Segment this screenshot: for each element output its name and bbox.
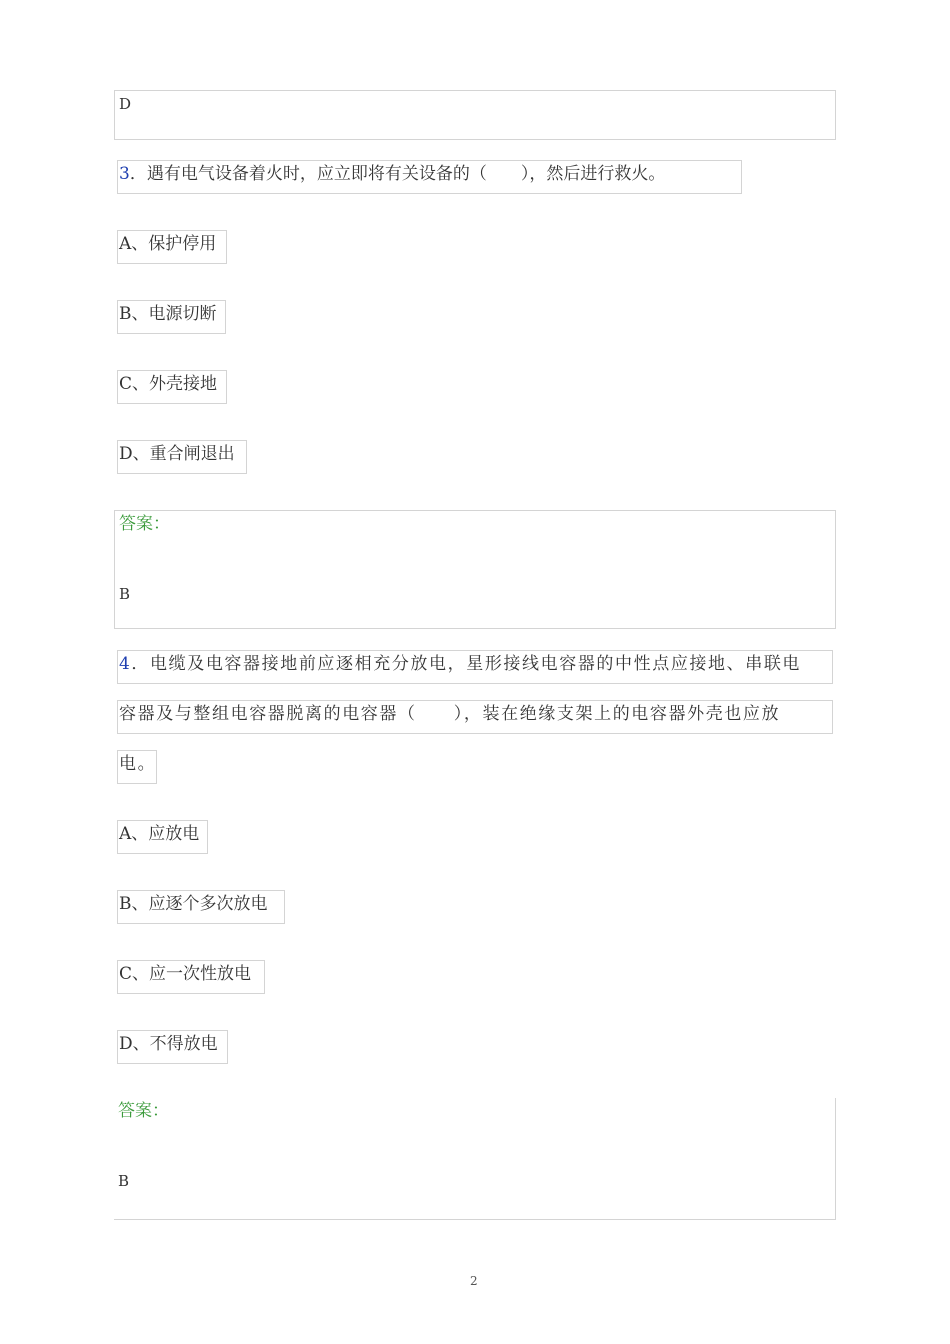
answer-label: 答案： — [118, 1101, 169, 1121]
question-text: 容器及与整组电容器脱离的电容器（ ），装在绝缘支架上的电容器外壳也应放 — [119, 704, 781, 724]
option-label: D、重合闸退出 — [119, 444, 235, 464]
answer-value: B — [118, 1172, 130, 1190]
question-4-stem-line3 — [117, 750, 157, 784]
question-text: 电。 — [119, 754, 157, 774]
q4-answer-box — [114, 1098, 836, 1220]
question-text: ．电缆及电容器接地前应逐相充分放电，星形接线电容器的中性点应接地、串联电 — [131, 654, 802, 674]
answer-value: B — [119, 585, 131, 603]
question-number: 4 — [119, 654, 132, 674]
q3-option-d — [117, 440, 247, 474]
answer-value: D — [119, 95, 132, 113]
question-text: ．遇有电气设备着火时，应立即将有关设备的（ ），然后进行救火。 — [129, 164, 666, 184]
option-label: D、不得放电 — [119, 1034, 218, 1054]
question-4-stem-line2 — [117, 700, 833, 734]
option-label: A、保护停用 — [119, 234, 217, 254]
option-label: B、应逐个多次放电 — [119, 894, 268, 914]
option-label: A、应放电 — [119, 824, 200, 844]
question-4-stem-line1 — [117, 650, 833, 684]
q4-option-b — [117, 890, 285, 924]
q3-option-a — [117, 230, 227, 264]
option-label: C、应一次性放电 — [119, 964, 252, 984]
q4-option-a — [117, 820, 208, 854]
answer-box-prev — [114, 90, 836, 140]
page-number: 2 — [470, 1274, 478, 1288]
option-label: B、电源切断 — [119, 304, 217, 324]
q3-option-b — [117, 300, 226, 334]
option-label: C、外壳接地 — [119, 374, 218, 394]
question-3-stem — [117, 160, 742, 194]
q4-option-c — [117, 960, 265, 994]
q4-option-d — [117, 1030, 228, 1064]
answer-label: 答案： — [119, 514, 170, 534]
question-number: 3 — [119, 164, 130, 184]
q3-answer-box — [114, 510, 836, 629]
q3-option-c — [117, 370, 227, 404]
